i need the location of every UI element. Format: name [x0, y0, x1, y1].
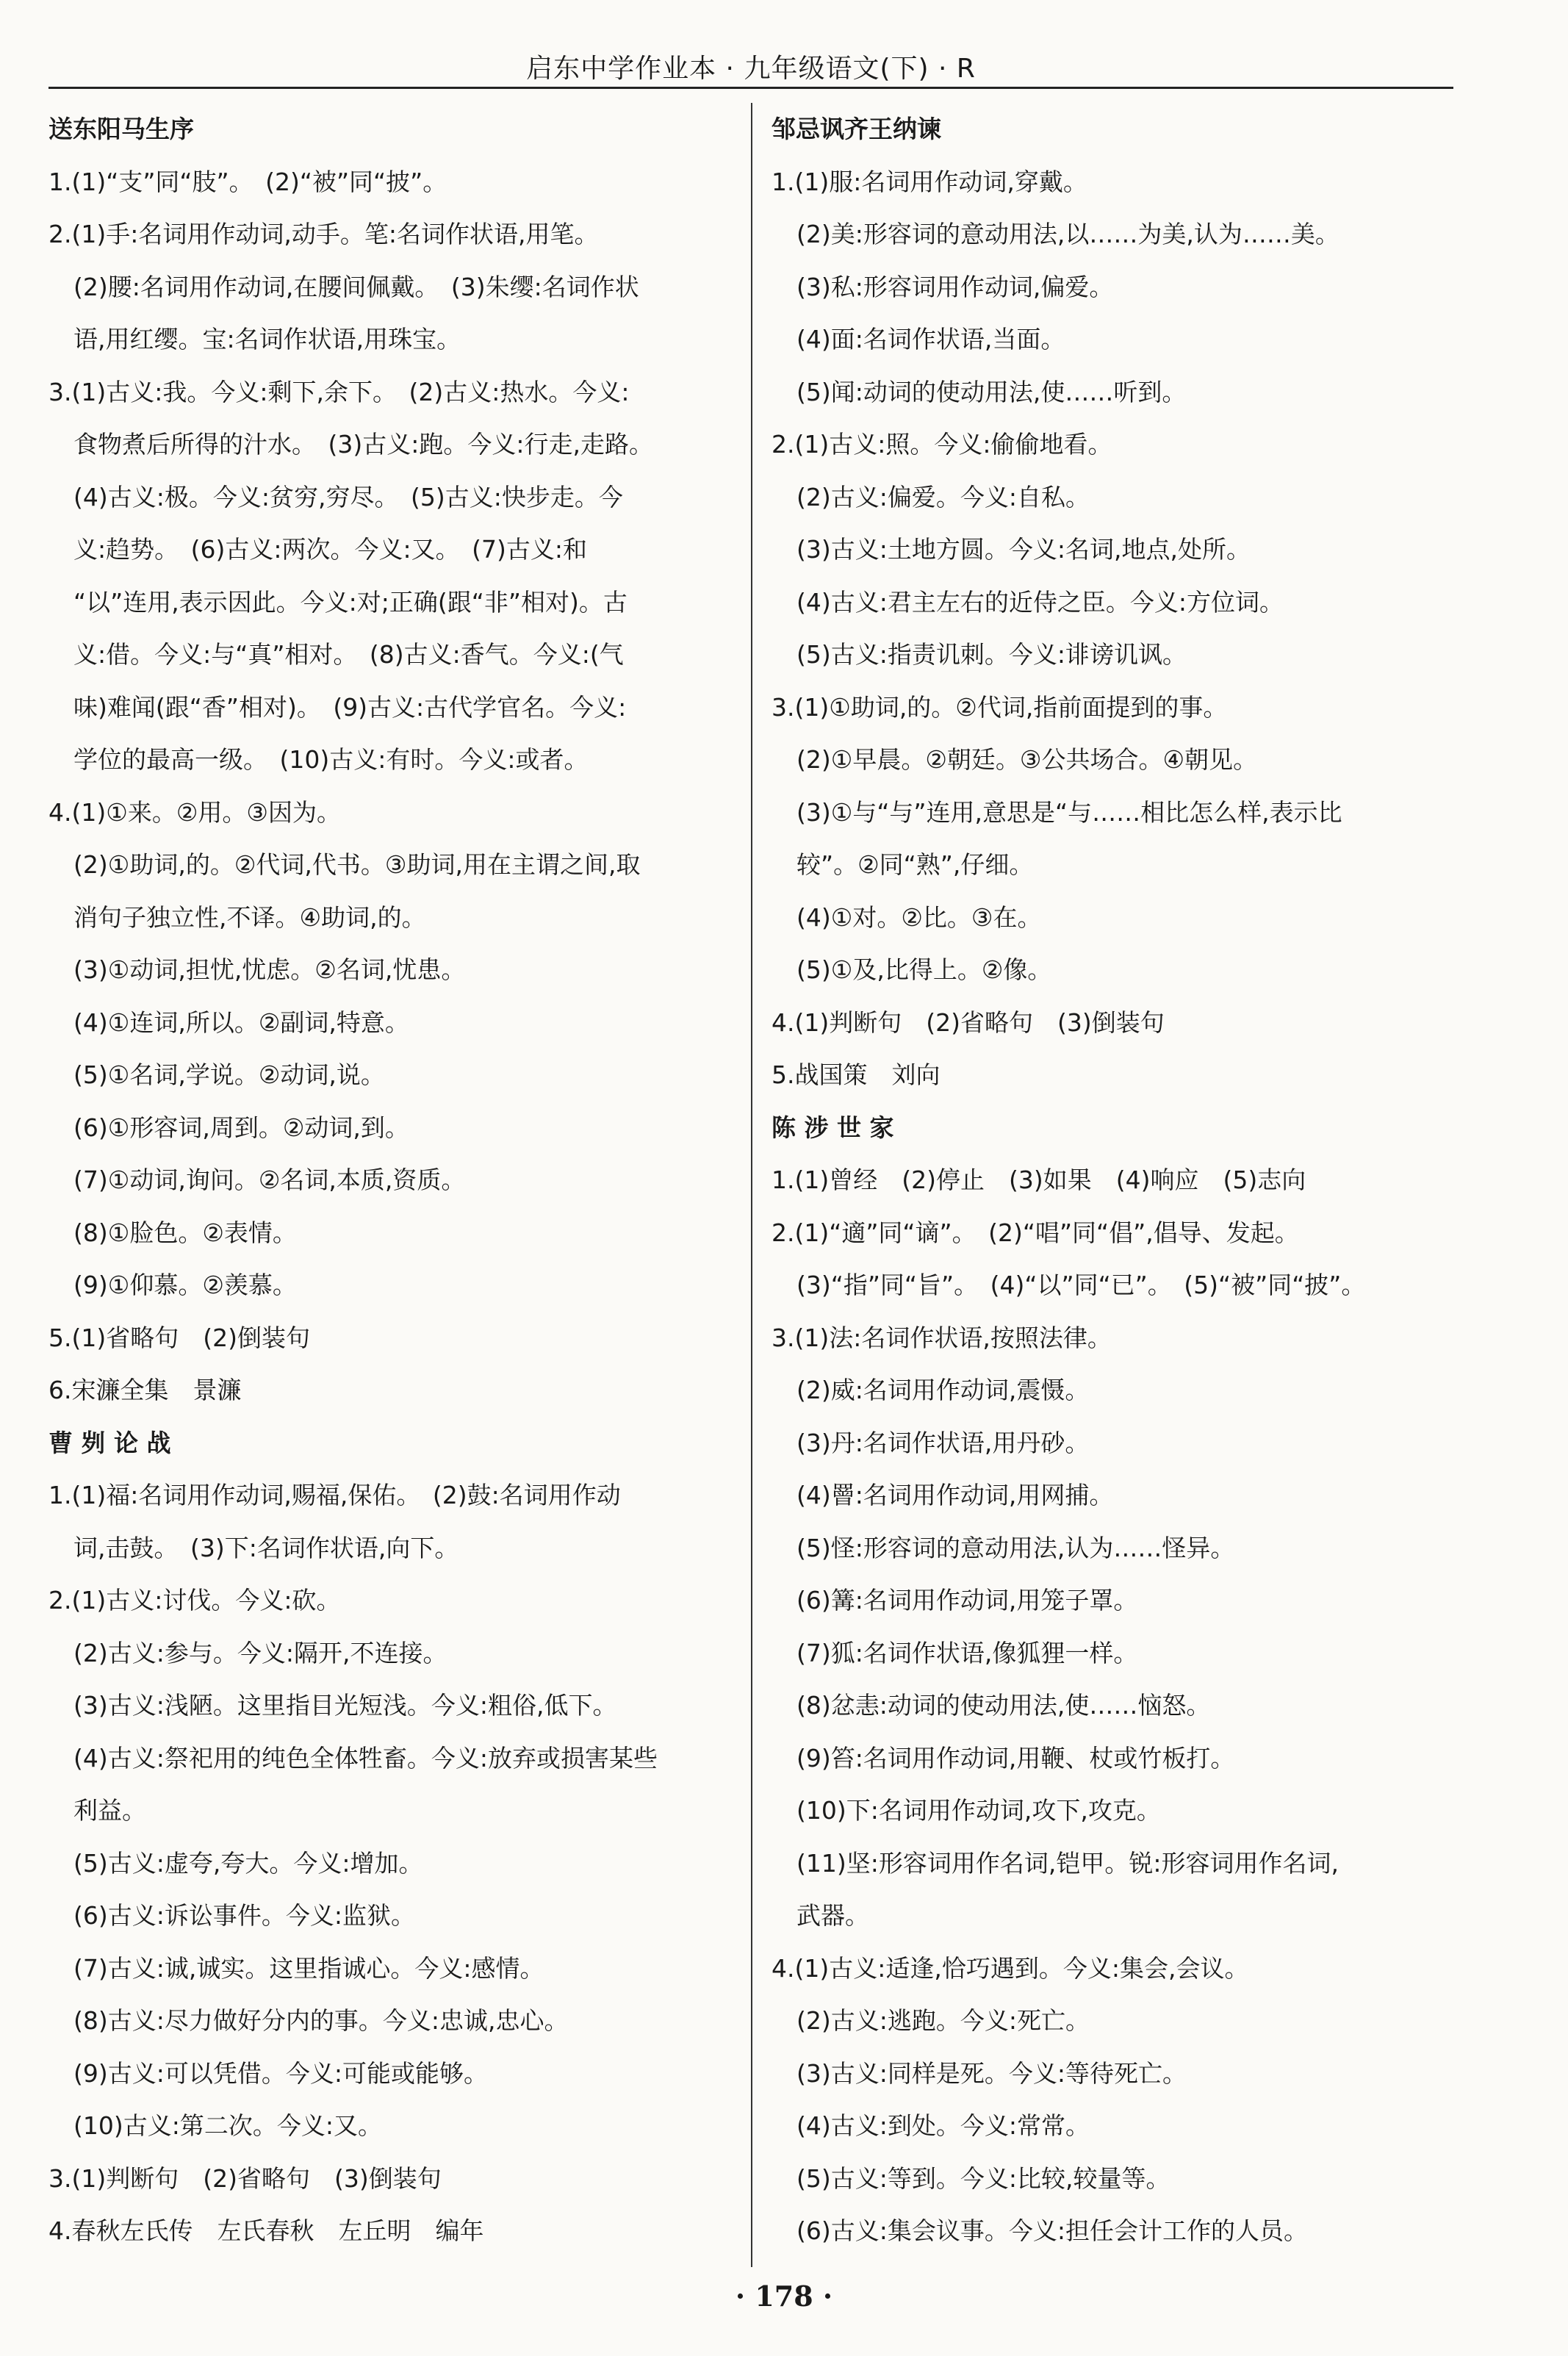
- answer-line: (2)①早晨。②朝廷。③公共场合。④朝见。: [796, 745, 1258, 774]
- answer-line: (8)①脸色。②表情。: [73, 1218, 297, 1247]
- answer-line: 3.(1)判断句 (2)省略句 (3)倒装句: [48, 2163, 442, 2193]
- answer-line: (7)①动词,询问。②名词,本质,资质。: [73, 1166, 466, 1194]
- answer-line: 6.宋濂全集 景濂: [48, 1376, 242, 1404]
- page-number: · 178 ·: [735, 2280, 833, 2313]
- answer-line: (5)古义:指责讥刺。今义:诽谤讥讽。: [796, 640, 1187, 669]
- answer-line: (8)古义:尽力做好分内的事。今义:忠诚,忠心。: [73, 2006, 569, 2035]
- answer-line: 4.(1)古义:适逢,恰巧遇到。今义:集会,会议。: [772, 1953, 1249, 1983]
- answer-line: (4)古义:到处。今义:常常。: [796, 2111, 1090, 2140]
- answer-line: (2)古义:参与。今义:隔开,不连接。: [73, 1638, 447, 1667]
- answer-line: (11)坚:形容词用作名词,铠甲。锐:形容词用作名词,: [796, 1848, 1339, 1878]
- right-column: [772, 103, 1455, 2258]
- answer-line: 语,用红缨。宝:名词作状语,用珠宝。: [73, 325, 461, 353]
- section-heading: 送东阳马生序: [48, 115, 194, 143]
- answer-line: (10)古义:第二次。今义:又。: [73, 2111, 382, 2140]
- answer-line: 3.(1)①助词,的。②代词,指前面提到的事。: [772, 692, 1228, 722]
- answer-line: 较”。②同“熟”,仔细。: [796, 850, 1034, 879]
- answer-line: (2)威:名词用作动词,震慑。: [796, 1376, 1090, 1404]
- section-heading: 曹 刿 论 战: [48, 1428, 171, 1457]
- answer-line: (5)古义:虚夸,夸大。今义:增加。: [73, 1848, 423, 1878]
- answer-line: 1.(1)曾经 (2)停止 (3)如果 (4)响应 (5)志向: [772, 1166, 1306, 1194]
- answer-line: 词,击鼓。 (3)下:名词作状语,向下。: [73, 1533, 459, 1562]
- answer-line: (3)丹:名词作状语,用丹砂。: [796, 1428, 1090, 1457]
- answer-line: 2.(1)“適”同“谪”。 (2)“唱”同“倡”,倡导、发起。: [772, 1218, 1299, 1247]
- answer-line: (3)私:形容词用作动词,偏爱。: [796, 272, 1114, 301]
- answer-line: 1.(1)福:名词用作动词,赐福,保佑。 (2)鼓:名词用作动: [48, 1481, 621, 1509]
- answer-line: 5.战国策 刘向: [772, 1060, 941, 1089]
- answer-line: 食物煮后所得的汁水。 (3)古义:跑。今义:行走,走路。: [73, 430, 653, 459]
- answer-line: 义:借。今义:与“真”相对。 (8)古义:香气。今义:(气: [73, 640, 624, 669]
- answer-line: (2)美:形容词的意动用法,以……为美,认为……美。: [796, 220, 1339, 248]
- answer-line: (3)古义:同样是死。今义:等待死亡。: [796, 2058, 1187, 2088]
- answer-line: 4.春秋左氏传 左氏春秋 左丘明 编年: [48, 2216, 484, 2245]
- answer-line: (6)古义:集会议事。今义:担任会计工作的人员。: [796, 2216, 1308, 2245]
- answer-line: “以”连用,表示因此。今义:对;正确(跟“非”相对)。古: [73, 587, 627, 617]
- answer-line: 消句子独立性,不译。④助词,的。: [73, 902, 426, 932]
- answer-line: (5)古义:等到。今义:比较,较量等。: [796, 2163, 1170, 2193]
- answer-line: (9)笞:名词用作动词,用鞭、杖或竹板打。: [796, 1743, 1235, 1773]
- answer-line: 利益。: [73, 1796, 146, 1825]
- answer-line: (2)古义:逃跑。今义:死亡。: [796, 2006, 1090, 2035]
- column-divider: [751, 103, 752, 2267]
- answer-line: (4)古义:祭祀用的纯色全体牲畜。今义:放弃或损害某些: [73, 1743, 658, 1773]
- answer-line: 3.(1)法:名词作状语,按照法律。: [772, 1323, 1112, 1352]
- answer-line: 2.(1)古义:讨伐。今义:砍。: [48, 1586, 341, 1615]
- section-heading: 陈 涉 世 家: [772, 1113, 894, 1142]
- page-header-title: 启东中学作业本 · 九年级语文(下) · R: [526, 54, 976, 84]
- answer-line: 5.(1)省略句 (2)倒装句: [48, 1323, 310, 1352]
- answer-line: (7)狐:名词作状语,像狐狸一样。: [796, 1638, 1138, 1667]
- answer-line: (6)篝:名词用作动词,用笼子罩。: [796, 1586, 1138, 1615]
- answer-line: 3.(1)古义:我。今义:剩下,余下。 (2)古义:热水。今义:: [48, 377, 630, 406]
- answer-line: (4)古义:君主左右的近侍之臣。今义:方位词。: [796, 587, 1284, 617]
- answer-line: (6)①形容词,周到。②动词,到。: [73, 1113, 409, 1142]
- answer-line: (2)①助词,的。②代词,代书。③助词,用在主谓之间,取: [73, 850, 641, 879]
- answer-line: 1.(1)服:名词用作动词,穿戴。: [772, 167, 1087, 196]
- answer-line: (4)罾:名词用作动词,用网捕。: [796, 1481, 1114, 1509]
- answer-line: (5)闻:动词的使动用法,使……听到。: [796, 377, 1187, 406]
- answer-line: (4)①连词,所以。②副词,特意。: [73, 1008, 409, 1037]
- answer-line: 味)难闻(跟“香”相对)。 (9)古义:古代学官名。今义:: [73, 692, 627, 722]
- answer-line: (3)古义:土地方圆。今义:名词,地点,处所。: [796, 535, 1251, 564]
- answer-line: (3)①与“与”连用,意思是“与……相比怎么样,表示比: [796, 797, 1342, 827]
- answer-line: (2)腰:名词用作动词,在腰间佩戴。 (3)朱缨:名词作状: [73, 272, 639, 301]
- section-heading: 邹忌讽齐王纳谏: [772, 115, 941, 143]
- header-rule: [48, 87, 1453, 89]
- answer-line: (3)①动词,担忧,忧虑。②名词,忧患。: [73, 955, 466, 984]
- answer-line: (2)古义:偏爱。今义:自私。: [796, 482, 1090, 511]
- answer-line: (7)古义:诚,诚实。这里指诚心。今义:感情。: [73, 1953, 544, 1983]
- answer-line: 4.(1)判断句 (2)省略句 (3)倒装句: [772, 1008, 1165, 1037]
- answer-line: (5)①及,比得上。②像。: [796, 955, 1052, 984]
- answer-line: (6)古义:诉讼事件。今义:监狱。: [73, 1901, 415, 1930]
- answer-line: (8)忿恚:动词的使动用法,使……恼怒。: [796, 1691, 1211, 1720]
- answer-line: 4.(1)①来。②用。③因为。: [48, 797, 341, 827]
- answer-line: (4)古义:极。今义:贫穷,穷尽。 (5)古义:快步走。今: [73, 482, 623, 511]
- answer-line: (9)①仰慕。②羡慕。: [73, 1271, 297, 1299]
- answer-line: 2.(1)手:名词用作动词,动手。笔:名词作状语,用笔。: [48, 220, 599, 248]
- answer-line: (5)怪:形容词的意动用法,认为……怪异。: [796, 1533, 1235, 1562]
- answer-line: (3)“指”同“旨”。 (4)“以”同“已”。 (5)“被”同“披”。: [796, 1271, 1366, 1299]
- answer-line: 2.(1)古义:照。今义:偷偷地看。: [772, 430, 1112, 459]
- answer-line: 义:趋势。 (6)古义:两次。今义:又。 (7)古义:和: [73, 535, 587, 564]
- answer-line: 武器。: [796, 1901, 869, 1930]
- answer-line: (9)古义:可以凭借。今义:可能或能够。: [73, 2058, 488, 2088]
- answer-line: 1.(1)“支”同“肢”。 (2)“被”同“披”。: [48, 167, 447, 196]
- answer-line: (10)下:名词用作动词,攻下,攻克。: [796, 1796, 1161, 1825]
- answer-line: (3)古义:浅陋。这里指目光短浅。今义:粗俗,低下。: [73, 1691, 617, 1720]
- answer-line: 学位的最高一级。 (10)古义:有时。今义:或者。: [73, 745, 589, 774]
- answer-line: (5)①名词,学说。②动词,说。: [73, 1060, 385, 1089]
- left-column: [48, 103, 732, 2258]
- answer-line: (4)面:名词作状语,当面。: [796, 325, 1065, 353]
- answer-line: (4)①对。②比。③在。: [796, 902, 1042, 932]
